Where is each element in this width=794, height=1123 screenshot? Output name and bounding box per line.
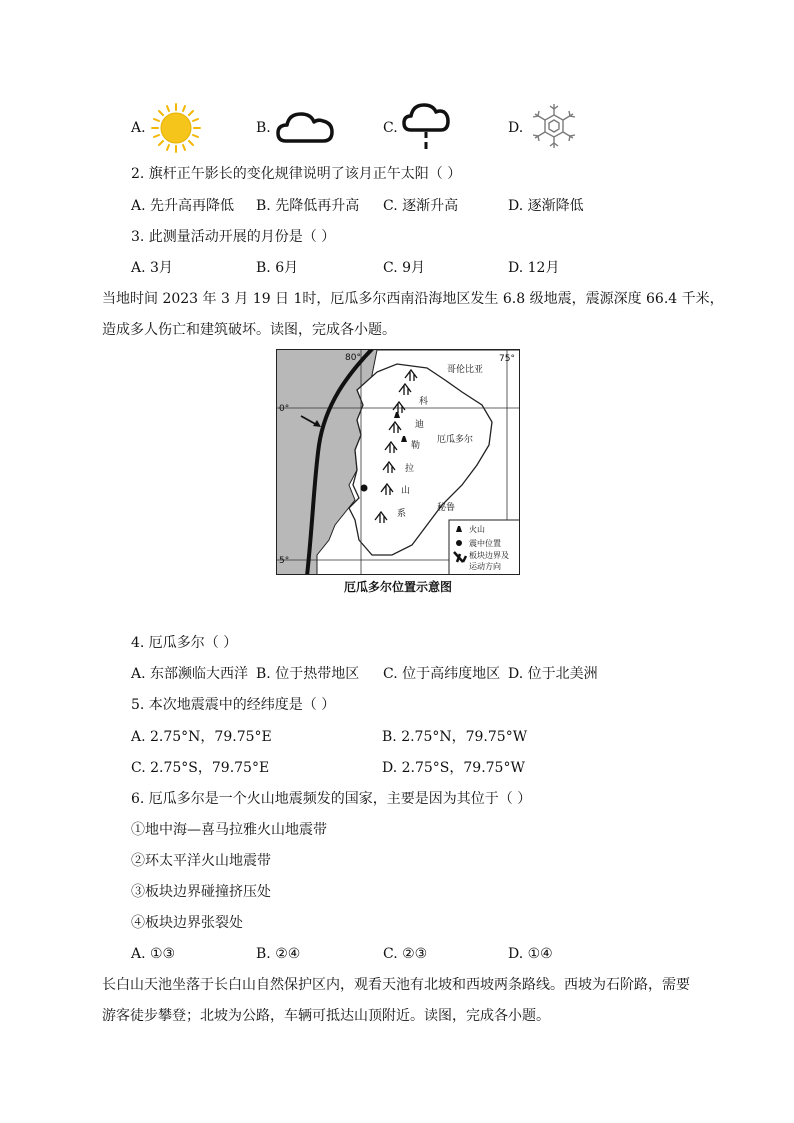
mountain-char-6: 系 [397,509,407,519]
question-5-option-d[interactable]: D. 2.75°S，79.75°W [382,760,525,776]
question-5-option-b[interactable]: B. 2.75°N，79.75°W [382,729,528,745]
question-5-option-c[interactable]: C. 2.75°S，79.75°E [131,760,270,776]
label-lon-80: 80° [345,353,361,363]
question-3-option-b[interactable]: B. 6月 [256,260,299,276]
question-5-stem: 5. 本次地震震中的经纬度是（ ） [131,697,336,713]
question-6-statement-1: ①地中海—喜马拉雅火山地震带 [131,822,327,838]
question-2-option-c[interactable]: C. 逐渐升高 [383,198,459,214]
question-4-stem: 4. 厄瓜多尔（ ） [131,635,238,651]
question-6-statement-4: ④板块边界张裂处 [131,915,243,931]
mountain-char-2: 迪 [415,420,425,430]
question-6-stem: 6. 厄瓜多尔是一个火山地震频发的国家，主要是因为其位于（ ） [131,791,532,807]
question-3-option-c[interactable]: C. 9月 [383,260,426,276]
question-6-statement-2: ②环太平洋火山地震带 [131,853,271,869]
label-ecuador: 厄瓜多尔 [437,435,474,445]
option-c-label: C. [383,120,398,136]
legend-boundary-text-2: 运动方向 [469,562,501,571]
mountain-char-1: 科 [419,397,429,407]
question-5-option-a[interactable]: A. 2.75°N，79.75°E [131,729,272,745]
ecuador-map-svg [277,350,520,575]
passage-1-line-1: 当地时间 2023 年 3 月 19 日 1时，厄瓜多尔西南沿海地区发生 6.8 级地震，震源深度 66.4 千米， [102,291,724,307]
rain-cloud-icon [402,100,450,152]
legend-epicenter-text: 震中位置 [469,539,501,548]
question-4-option-b[interactable]: B. 位于热带地区 [256,666,360,682]
option-d-label: D. [508,120,524,136]
question-2-stem: 2. 旗杆正午影长的变化规律说明了该月正午太阳（ ） [131,166,462,182]
snowflake-icon [528,100,580,152]
question-6-option-a[interactable]: A. ①③ [131,946,176,962]
question-3-option-a[interactable]: A. 3月 [131,260,173,276]
question-3-stem: 3. 此测量活动开展的月份是（ ） [131,229,336,245]
passage-2-line-1: 长白山天池坐落于长白山自然保护区内，观看天池有北坡和西坡两条路线。西坡为石阶路，需要 [102,977,690,993]
option-b-label: B. [256,120,271,136]
question-4-option-a[interactable]: A. 东部濒临大西洋 [131,666,249,682]
question-3-option-d[interactable]: D. 12月 [508,260,560,276]
question-6-option-d[interactable]: D. ①④ [508,946,553,962]
label-colombia: 哥伦比亚 [447,365,484,375]
legend-boundary-text-1: 板块边界及 [469,551,509,560]
question-2-option-a[interactable]: A. 先升高再降低 [131,198,235,214]
mountain-char-3: 勒 [411,441,421,451]
epicenter-marker [361,485,368,492]
legend-volcano-text: 火山 [469,525,485,534]
question-6-option-c[interactable]: C. ②③ [383,946,428,962]
sun-icon [150,102,202,154]
cloud-icon [276,108,336,146]
question-4-option-d[interactable]: D. 位于北美洲 [508,666,598,682]
label-lat-0: 0° [279,404,290,414]
passage-2-line-2: 游客徒步攀登；北坡为公路，车辆可抵达山顶附近。读图，完成各小题。 [102,1008,550,1024]
question-6-statement-3: ③板块边界碰撞挤压处 [131,884,271,900]
label-lat-5: 5° [279,556,290,566]
option-a-label: A. [131,120,146,136]
map-caption: 厄瓜多尔位置示意图 [343,580,452,594]
label-lon-75: 75° [499,354,515,364]
question-4-option-c[interactable]: C. 位于高纬度地区 [383,666,501,682]
question-2-option-b[interactable]: B. 先降低再升高 [256,198,360,214]
legend-epicenter-icon [456,540,462,546]
label-peru: 秘鲁 [437,503,456,513]
ecuador-map [276,349,520,575]
mountain-char-5: 山 [401,486,411,496]
question-6-option-b[interactable]: B. ②④ [256,946,301,962]
question-2-option-d[interactable]: D. 逐渐降低 [508,198,584,214]
passage-1-line-2: 造成多人伤亡和建筑破坏。读图，完成各小题。 [102,322,396,338]
mountain-char-4: 拉 [405,464,415,474]
